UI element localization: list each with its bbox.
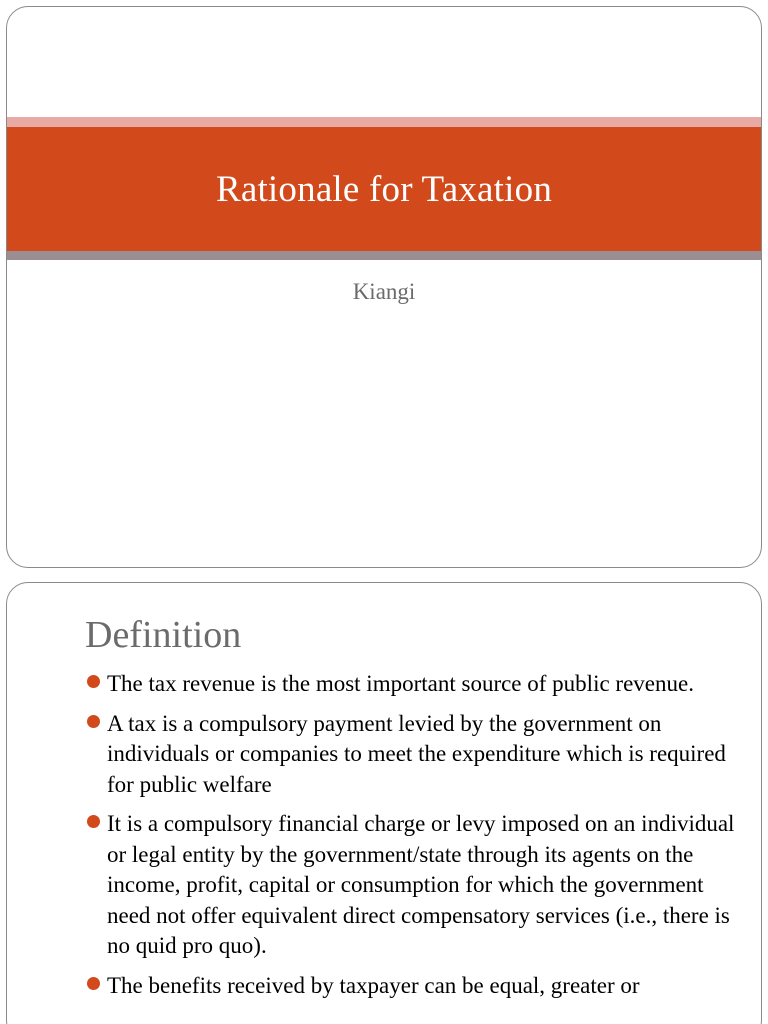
definition-title: Definition: [85, 614, 242, 656]
bullet-text: The tax revenue is the most important source of public revenue.: [107, 671, 694, 696]
slide-title: Rationale for Taxation: [215, 168, 553, 210]
bullet-dot-icon: [87, 715, 100, 728]
bullet-item: [85, 971, 735, 1002]
title-band-top-stripe: [7, 117, 761, 127]
bullet-dot-icon: [87, 675, 100, 688]
title-band: [7, 127, 761, 251]
bullet-item: [85, 809, 735, 962]
bullet-text: It is a compulsory financial charge or levy imposed on an individual or legal entity by the government/state through its agents on the income, profit, capital or consumption for which the government need not offer equivalent direct compensatory services (i.e., there is no quid pro quo).: [107, 811, 735, 958]
bullet-item: [85, 669, 735, 700]
bullet-item: [85, 709, 735, 801]
title-slide: [6, 6, 762, 568]
title-band-bottom-stripe: [7, 251, 761, 260]
slide-subtitle: Kiangi: [352, 279, 416, 304]
bullet-dot-icon: [87, 977, 100, 990]
bullet-dot-icon: [87, 815, 100, 828]
bullet-text: The benefits received by taxpayer can be equal, greater or: [107, 972, 640, 998]
definition-slide: [6, 582, 762, 1024]
bullet-text: A tax is a compulsory payment levied by the government on individuals or companies to meet the expenditure which is required for public welfare: [107, 710, 726, 797]
definition-bullet-list: [85, 669, 735, 1010]
